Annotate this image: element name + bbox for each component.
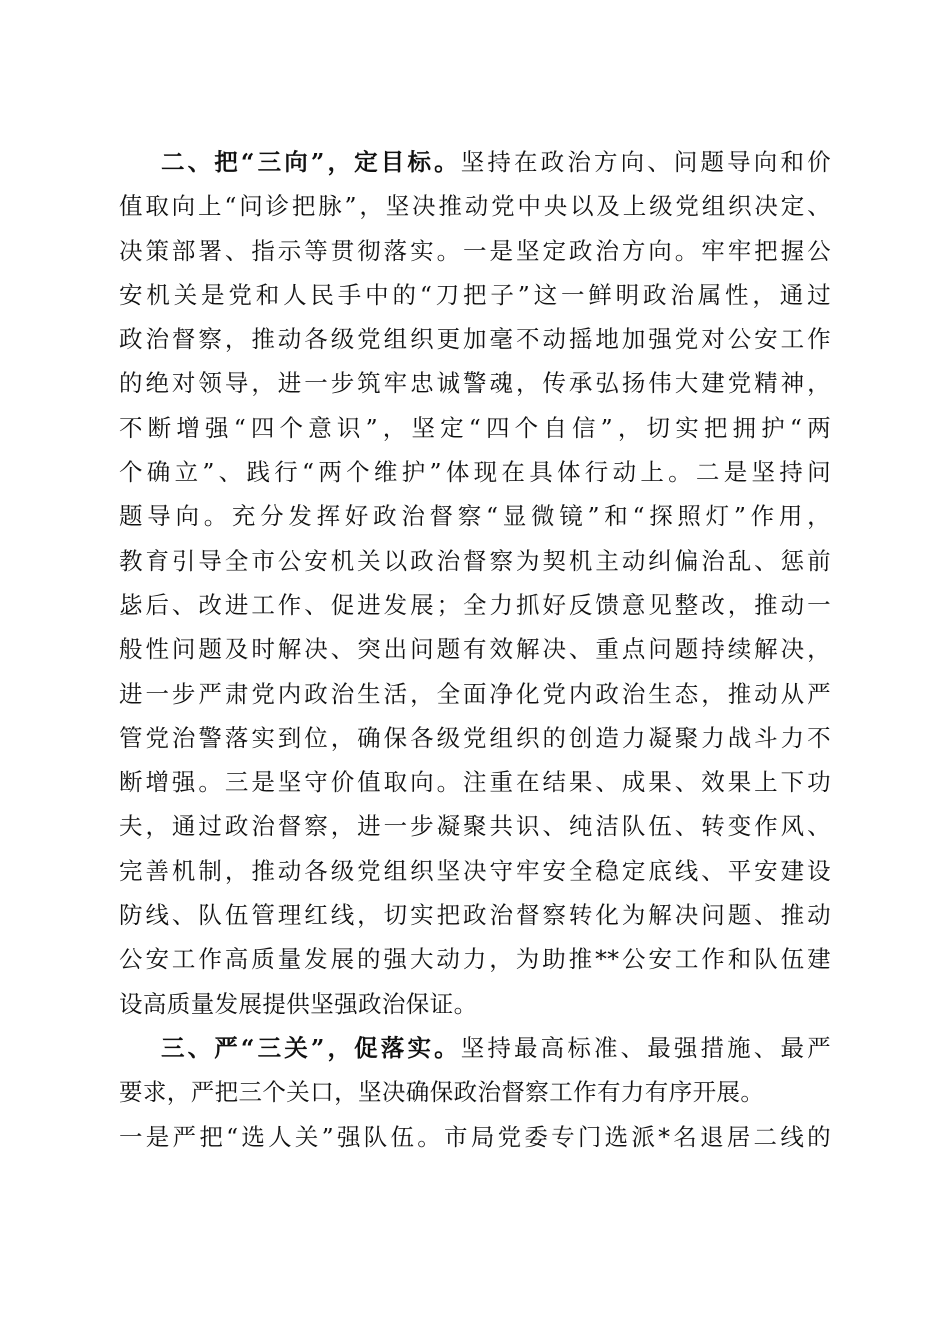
paragraph-2-line-16: 夫，通过政治督察，进一步凝聚共识、纯洁队伍、转变作风、 [119,812,831,841]
paragraph-2-heading: 二、把“三向”，定目标。 [161,148,461,176]
paragraph-2-line-10: 教育引导全市公安机关以政治督察为契机主动纠偏治乱、惩前 [119,546,831,575]
document-body [119,140,831,1159]
paragraph-2-line-19: 公安工作高质量发展的强大动力，为助推**公安工作和队伍建 [119,945,831,974]
paragraph-2-line-7: 不断增强“四个意识”，坚定“四个自信”，切实把拥护“两 [119,413,831,442]
paragraph-3-text: 坚持最高标准、最强措施、最严 [460,1033,831,1062]
paragraph-3-heading: 三、严“三关”，促落实。 [161,1033,461,1062]
paragraph-3-line-1 [119,1026,831,1070]
paragraph-2-line-13: 进一步严肃党内政治生活，全面净化党内政治生态，推动从严 [119,679,831,708]
paragraph-2-line-5: 政治督察，推动各级党组织更加毫不动摇地加强党对公安工作 [119,325,831,354]
paragraph-2-line-4: 安机关是党和人民手中的“刀把子”这一鲜明政治属性，通过 [119,280,831,309]
paragraph-2-line-14: 管党治警落实到位，确保各级党组织的创造力凝聚力战斗力不 [119,723,831,752]
paragraph-2-line-12: 般性问题及时解决、突出问题有效解决、重点问题持续解决， [119,635,831,664]
paragraph-2-line-18: 防线、队伍管理红线，切实把政治督察转化为解决问题、推动 [119,901,831,930]
paragraph-2-line-6: 的绝对领导，进一步筑牢忠诚警魂，传承弘扬伟大建党精神， [119,369,831,398]
paragraph-2-line-8: 个确立”、践行“两个维护”体现在具体行动上。二是坚持问 [119,458,831,487]
paragraph-2-line-2: 值取向上“问诊把脉”，坚决推动党中央以及上级党组织决定、 [119,192,831,221]
paragraph-2-line-15: 断增强。三是坚守价值取向。注重在结果、成果、效果上下功 [119,768,831,797]
paragraph-2-line-1 [119,140,831,184]
paragraph-2-line-17: 完善机制，推动各级党组织坚决守牢安全稳定底线、平安建设 [119,856,831,885]
paragraph-3-line-3: 一是严把“选人关”强队伍。市局党委专门选派*名退居二线的 [119,1122,831,1151]
paragraph-2-line-11: 毖后、改进工作、促进发展；全力抓好反馈意见整改，推动一 [119,590,831,619]
paragraph-2-line-20: 设高质量发展提供坚强政治保证。 [119,989,478,1018]
paragraph-2-text: 坚持在政治方向、问题导向和价 [460,148,831,176]
paragraph-2-line-9: 题导向。充分发挥好政治督察“显微镜”和“探照灯”作用， [119,502,831,531]
paragraph-2-line-3: 决策部署、指示等贯彻落实。一是坚定政治方向。牢牢把握公 [119,236,831,265]
paragraph-3-line-2: 要求，严把三个关口，坚决确保政治督察工作有力有序开展。 [119,1078,765,1107]
